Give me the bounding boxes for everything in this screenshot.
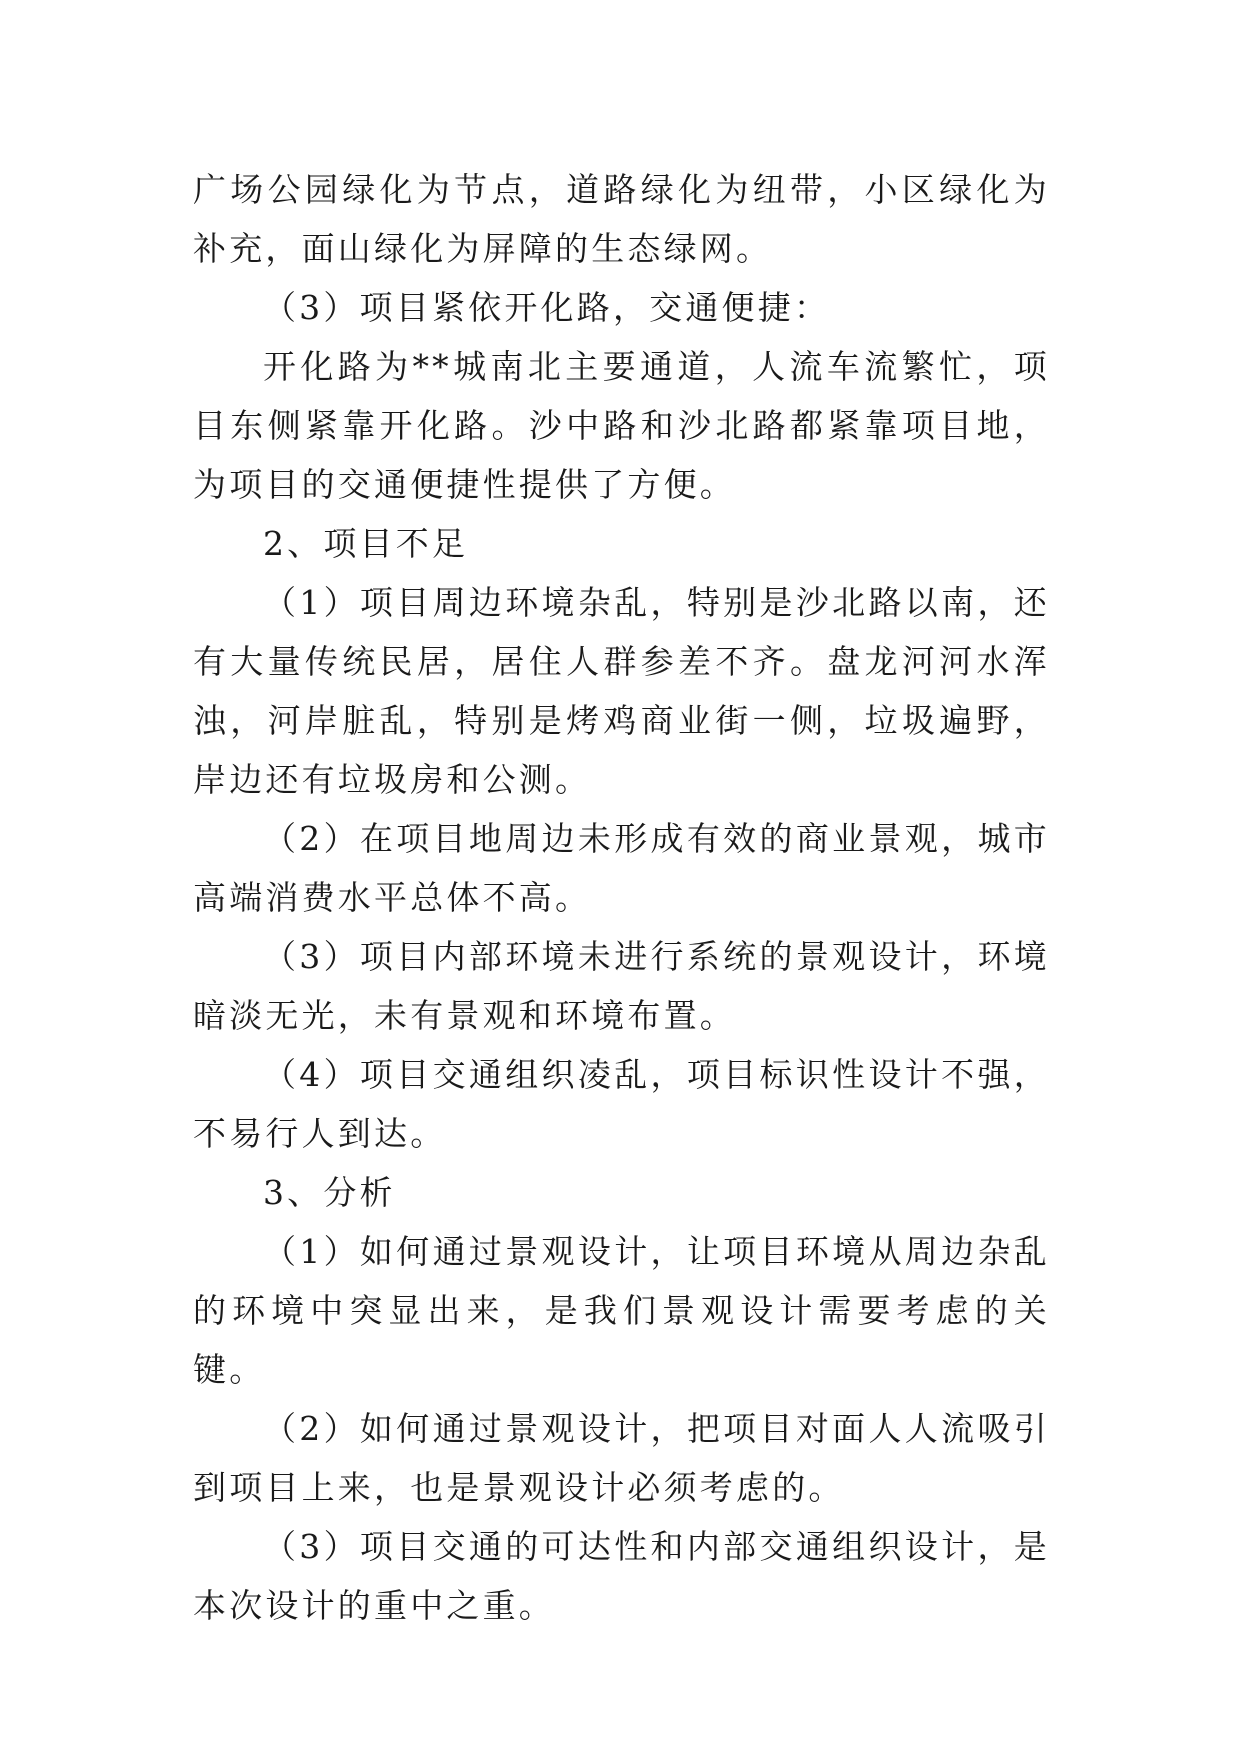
paragraph-heading-transport: （3）项目紧依开化路，交通便捷： <box>262 288 831 327</box>
paragraph-shortcoming-1: （1）项目周边环境杂乱，特别是沙北路以南，还有大量传统民居，居住人群参差不齐。盘龙河河水浑浊，河岸脏乱，特别是烤鸡商业街一侧，垃圾遍野，岸边还有垃圾房和公测。 <box>193 583 1050 799</box>
section-heading-analysis: 3、分析 <box>262 1173 396 1212</box>
paragraph-greening-network: 广场公园绿化为节点，道路绿化为纽带，小区绿化为补充，面山绿化为屏障的生态绿网。 <box>193 170 1050 268</box>
paragraph-shortcoming-4: （4）项目交通组织凌乱，项目标识性设计不强，不易行人到达。 <box>193 1055 1050 1153</box>
paragraph-analysis-2: （2）如何通过景观设计，把项目对面人人流吸引到项目上来，也是景观设计必须考虑的。 <box>193 1409 1050 1507</box>
document-body <box>193 160 1050 1635</box>
paragraph-kaihua-road: 开化路为**城南北主要通道，人流车流繁忙，项目东侧紧靠开化路。沙中路和沙北路都紧靠项目地，为项目的交通便捷性提供了方便。 <box>193 347 1050 504</box>
paragraph-shortcoming-2: （2）在项目地周边未形成有效的商业景观，城市高端消费水平总体不高。 <box>193 819 1050 917</box>
paragraph-shortcoming-3: （3）项目内部环境未进行系统的景观设计，环境暗淡无光，未有景观和环境布置。 <box>193 937 1050 1035</box>
paragraph-analysis-1: （1）如何通过景观设计，让项目环境从周边杂乱的环境中突显出来，是我们景观设计需要考虑的关键。 <box>193 1232 1050 1389</box>
section-heading-shortcomings: 2、项目不足 <box>262 524 469 563</box>
paragraph-analysis-3: （3）项目交通的可达性和内部交通组织设计，是本次设计的重中之重。 <box>193 1527 1050 1625</box>
